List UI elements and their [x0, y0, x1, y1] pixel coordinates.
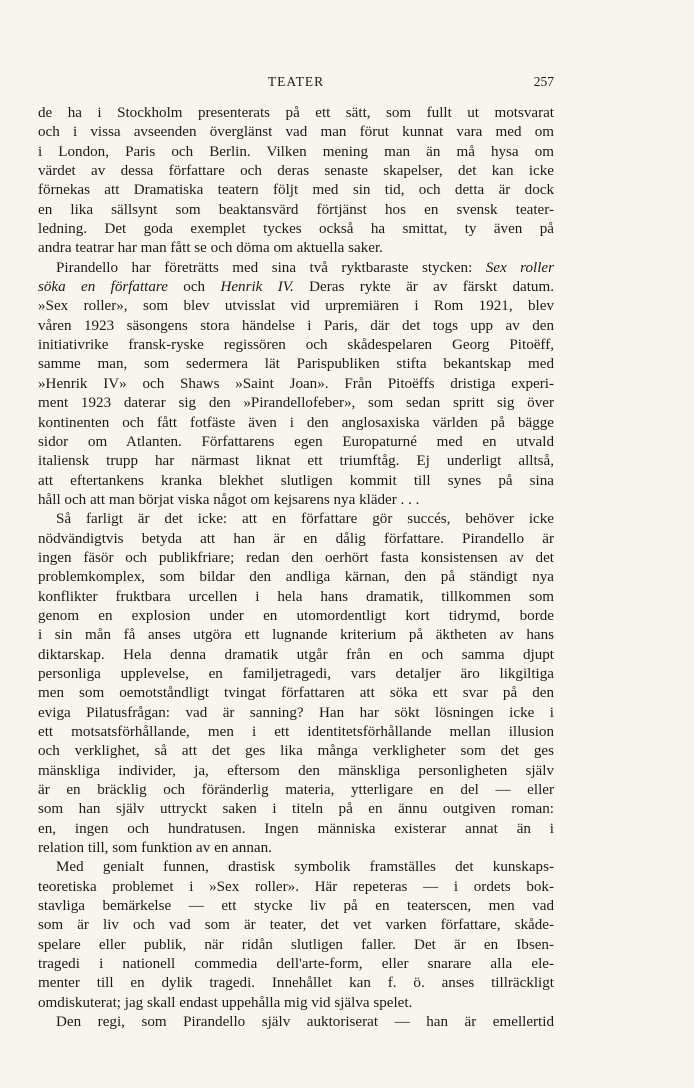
text-line [38, 259, 554, 278]
text-line [38, 278, 554, 297]
italic-title: Sex roller [485, 259, 554, 276]
text-segment: är en bräcklig och föränderlig materia, ytterligare en del — eller [38, 782, 554, 799]
text-segment: Med genialt funnen, drastisk symbolik framställes det kunskaps- [56, 859, 554, 876]
text-segment: förnekas att Dramatiska teatern följt med sin tid, och detta är dock [38, 182, 554, 199]
text-segment: ment 1923 daterar sig den »Pirandellofeber», som sedan spritt sig över [38, 395, 554, 412]
text-line [38, 510, 554, 529]
text-line [38, 839, 554, 858]
running-title: TEATER [267, 74, 325, 89]
text-segment: spelare eller publik, när ridån slutligen faller. Det är en Ibsen- [38, 936, 554, 953]
text-line [38, 355, 554, 374]
text-line [38, 549, 554, 568]
text-segment: värdet av dessa författare och deras senaste skapelser, det kan icke [38, 163, 554, 180]
text-segment: genom en explosion under en utomordentligt kort tidrymd, borde [38, 607, 554, 624]
text-line [38, 143, 554, 162]
text-segment: relation till, som funktion av en annan. [38, 840, 272, 857]
italic-title: Henrik IV. [220, 279, 294, 296]
text-line [38, 704, 554, 723]
text-line [38, 472, 554, 491]
text-line [38, 491, 554, 510]
text-line [38, 1013, 554, 1032]
text-segment: ingen fäsör och publikfriare; redan den oerhört fasta konsistensen av det [38, 549, 554, 566]
text-line [38, 974, 554, 993]
text-line [38, 123, 554, 142]
text-segment: Pirandello har företrätts med sina två ryktbaraste stycken: [56, 259, 486, 276]
text-segment: som är liv och vad som är teater, det vet varken författare, skåde- [38, 917, 554, 934]
text-segment: som han själv uttryckt saken i titeln på en ännu outgiven roman: [38, 801, 554, 818]
text-line [38, 665, 554, 684]
text-line [38, 568, 554, 587]
text-segment: håll och att man börjat viska något om kejsarens nya kläder . . . [38, 491, 420, 508]
text-segment: omdiskuterat; jag skall endast uppehålla mig vid själva spelet. [38, 994, 413, 1011]
text-segment: sidor om Atlanten. Författarens egen Europaturné med en utvald [38, 433, 554, 450]
text-line [38, 336, 554, 355]
text-segment: problemkomplex, som bildar den andliga kärnan, den på ständigt nya [38, 569, 554, 586]
text-segment: »Sex roller», som blev utvisslat vid urpremiären i Rom 1921, blev [38, 298, 554, 315]
text-line [38, 220, 554, 239]
text-line [38, 181, 554, 200]
text-line [38, 646, 554, 665]
text-line [38, 588, 554, 607]
text-line [38, 162, 554, 181]
text-segment: men som oemotståndligt tvingat författaren att söka ett svar på den [38, 685, 554, 702]
text-segment: en, ingen och hundratusen. Ingen människa existerar annat än i [38, 820, 554, 837]
text-segment: mänskliga individer, ja, eftersom den mänskliga personligheten själv [38, 762, 554, 779]
text-segment: och [167, 279, 221, 296]
text-segment: Så farligt är det icke: att en författare gör succés, behöver icke [56, 511, 554, 528]
text-segment: Den regi, som Pirandello själv auktoriserat — han är emellertid [56, 1014, 554, 1031]
text-segment: teoretiska problemet i »Sex roller». Här repeteras — i ordets bok- [38, 878, 554, 895]
text-segment: andra teatrar har man fått se och döma om aktuella saker. [38, 240, 383, 257]
text-line [38, 433, 554, 452]
text-line [38, 916, 554, 935]
text-segment: konflikter fruktbara urcellen i hela hans dramatik, tillkommen som [38, 588, 554, 605]
text-segment: och i vissa avseenden överglänst vad man förut kunnat vara med om [38, 124, 554, 141]
text-line [38, 626, 554, 645]
text-line [38, 820, 554, 839]
text-segment: våren 1923 säsongens stora händelse i Paris, där det togs upp av den [38, 317, 554, 334]
text-segment: eviga Pilatusfrågan: vad är sanning? Han har sökt lösningen icke i [38, 704, 554, 721]
text-segment: initiativrike fransk-ryske regissören och skådespelaren Georg Pitoëff, [38, 337, 554, 354]
text-line [38, 955, 554, 974]
text-segment: i London, Paris och Berlin. Vilken mening man än må hysa om [38, 143, 554, 160]
text-segment: kontinenten och fått fotfäste även i den anglosaxiska världen på bägge [38, 414, 554, 431]
text-line [38, 104, 554, 123]
text-segment: italiensk trupp har närmast liknat ett triumftåg. Ej underligt alltså, [38, 453, 554, 470]
page-number: 257 [533, 74, 554, 89]
text-line [38, 530, 554, 549]
text-line [38, 878, 554, 897]
text-line [38, 394, 554, 413]
text-line [38, 452, 554, 471]
text-line [38, 414, 554, 433]
text-line [38, 201, 554, 220]
text-segment: nödvändigtvis betyda att han är en dålig författare. Pirandello är [38, 530, 554, 547]
text-line [38, 936, 554, 955]
text-segment: menter till en dylik tragedi. Innehållet kan f. ö. anses tillräckligt [38, 975, 554, 992]
text-segment: en lika sällsynt som beaktansvärd förtjänst hos en svensk teater- [38, 201, 554, 218]
text-segment: att eftertankens kranka blekhet slutligen kommit till synes på sina [38, 472, 554, 489]
text-segment: tragedi i nationell commedia dell'arte-form, eller snarare alla ele- [38, 956, 554, 973]
text-line [38, 239, 554, 258]
text-line [38, 297, 554, 316]
text-segment: ett motsatsförhållande, men i ett identitetsförhållande mellan illusion [38, 724, 554, 740]
text-line [38, 858, 554, 877]
text-segment: i sin mån få anses utgöra ett lugnande kriterium på äktheten av hans [38, 627, 554, 644]
text-line [38, 375, 554, 394]
text-line [38, 723, 554, 742]
text-segment: personliga upplevelse, en familjetragedi, vars detaljer äro likgiltiga [38, 665, 554, 682]
text-segment: de ha i Stockholm presenterats på ett sätt, som fullt ut motsvarat [38, 105, 554, 121]
text-segment: samme man, som sedermera lät Parispubliken stifta bekantskap med [38, 356, 554, 373]
text-line [38, 800, 554, 819]
text-line [38, 762, 554, 781]
text-line [38, 781, 554, 800]
body-text [38, 104, 554, 1033]
text-line [38, 684, 554, 703]
text-segment: Deras rykte är av färskt datum. [293, 279, 554, 296]
text-segment: och verklighet, så att det ges lika många verkligheter som det ges [38, 743, 554, 760]
running-header [38, 74, 554, 94]
text-line [38, 994, 554, 1013]
italic-title: söka en författare [38, 279, 168, 296]
text-segment: diktarskap. Hela denna dramatik utgår från en och samma djupt [38, 646, 554, 663]
text-line [38, 607, 554, 626]
text-line [38, 742, 554, 761]
text-segment: »Henrik IV» och Shaws »Saint Joan». Från Pitoëffs dristiga experi- [38, 375, 554, 392]
text-segment: stavliga bemärkelse — ett stycke liv på en teaterscen, men vad [38, 898, 554, 915]
text-line [38, 897, 554, 916]
text-line [38, 317, 554, 336]
text-segment: ledning. Det goda exemplet tyckes också ha smittat, ty även på [38, 221, 554, 238]
